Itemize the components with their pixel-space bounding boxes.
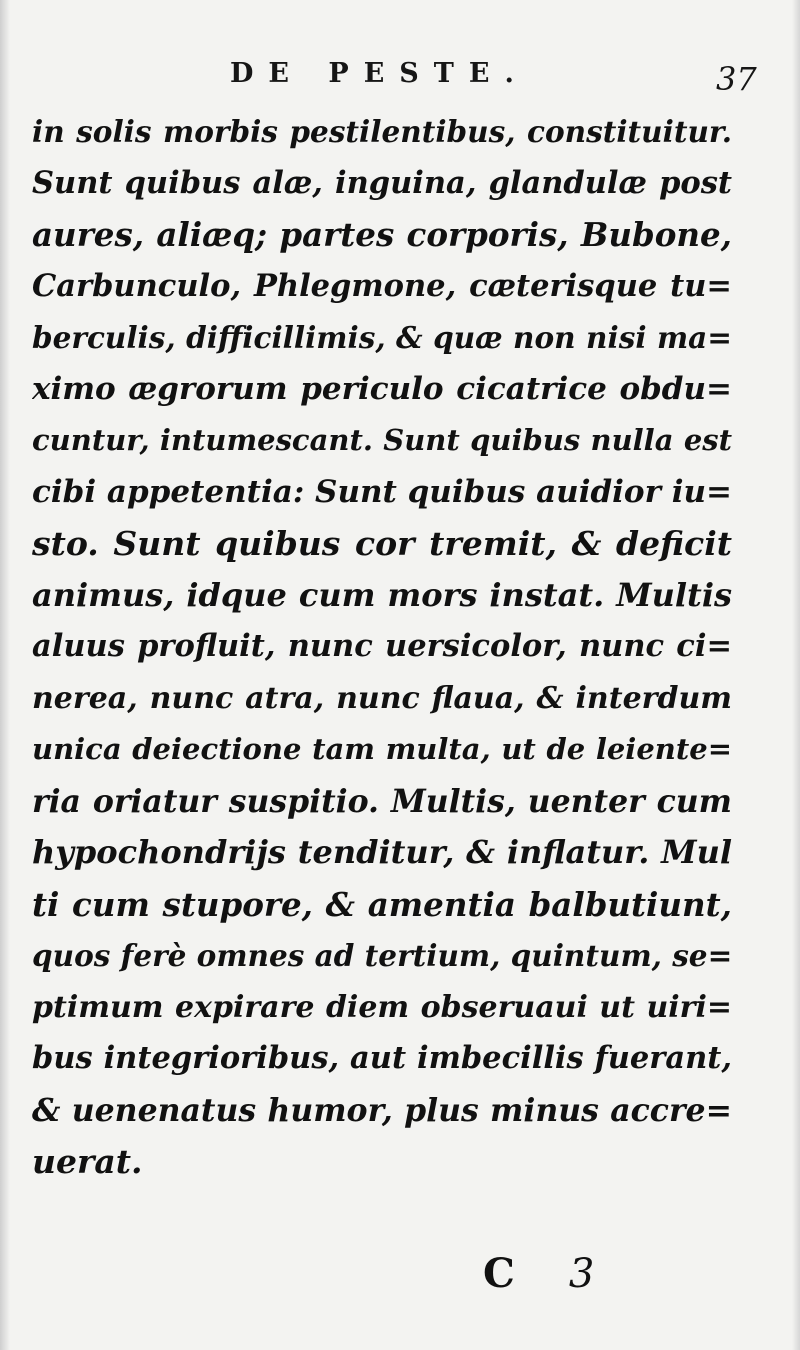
text-line: aluus profluit, nunc uersicolor, nunc ci= xyxy=(32,628,732,664)
text-line: in solis morbis pestilentibus, constituitur. xyxy=(32,114,732,149)
page-edge-shadow-right xyxy=(792,0,800,1350)
signature-mark xyxy=(483,1250,594,1297)
text-line: aures, aliæq; partes corporis, Bubone, xyxy=(32,215,732,254)
text-line: sto. Sunt quibus cor tremit, & deficit xyxy=(32,524,732,563)
text-line: hypochondrijs tenditur, & inflatur. Mul xyxy=(32,833,732,871)
text-line: bus integrioribus, aut imbecillis fuerant, xyxy=(32,1040,732,1076)
text-line: unica deiectione tam multa, ut de leiente= xyxy=(32,732,732,766)
text-line: animus, idque cum mors instat. Multis xyxy=(32,575,732,614)
text-line: uerat. xyxy=(32,1142,143,1181)
page-edge-shadow-left xyxy=(0,0,10,1350)
running-head: DE PESTE. xyxy=(230,58,529,89)
text-line: berculis, difficillimis, & quæ non nisi ma= xyxy=(32,320,732,355)
text-line: Carbunculo, Phlegmone, cæterisque tu= xyxy=(32,267,732,304)
text-line: cibi appetentia: Sunt quibus auidior iu= xyxy=(32,473,732,510)
text-line: nerea, nunc atra, nunc flaua, & interdum xyxy=(32,680,732,716)
text-line: & uenenatus humor, plus minus accre= xyxy=(32,1091,732,1129)
text-line: ximo ægrorum periculo cicatrice obdu= xyxy=(32,370,732,407)
page-number: 37 xyxy=(716,60,757,98)
text-line: quos ferè omnes ad tertium, quintum, se= xyxy=(32,938,732,973)
text-line: Sunt quibus alæ, inguina, glandulæ post xyxy=(32,164,732,201)
text-line: ria oriatur suspitio. Multis, uenter cum xyxy=(32,782,732,820)
text-line: ptimum expirare diem obseruaui ut uiri= xyxy=(32,989,732,1025)
signature-number: 3 xyxy=(568,1251,595,1297)
text-line: cuntur, intumescant. Sunt quibus nulla est xyxy=(32,423,732,457)
show-through-texture xyxy=(36,1196,736,1284)
text-line: ti cum stupore, & amentia balbutiunt, xyxy=(32,884,732,924)
signature-letter: C xyxy=(483,1250,515,1297)
body-text xyxy=(32,106,732,1188)
